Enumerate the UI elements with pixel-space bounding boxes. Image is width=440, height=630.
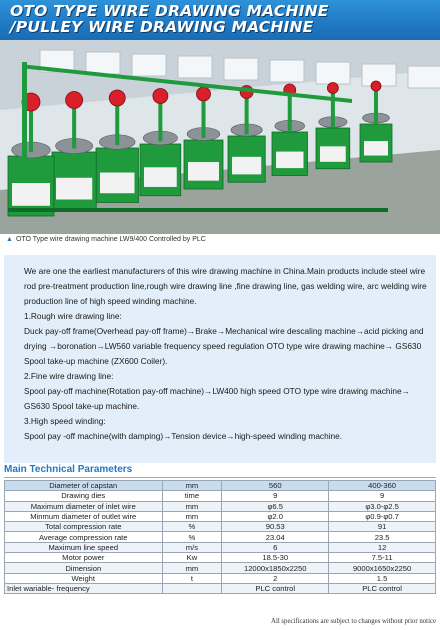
table-cell: 23.5 (329, 532, 436, 542)
table-cell: φ2.0 (222, 511, 329, 521)
table-cell: t (162, 573, 222, 583)
factory-window (270, 60, 304, 82)
table-header-row (5, 481, 436, 491)
section-title: Main Technical Parameters (4, 464, 133, 475)
intro-p1-body: Duck pay-off frame(Overhead pay-off frame)→Brake→Mechanical wire descaling machine→acid picking and drying →boronation→LW560 variable frequency speed regulation OTO type wire drawing machine→ GS630 Spool take-up machine (ZX600 Coiler). (24, 326, 424, 366)
motor-housing (197, 87, 211, 101)
table-cell: 9000x1650x2250 (329, 563, 436, 573)
title-banner (0, 0, 440, 40)
caption-text: OTO Type wire drawing machine LW9/400 Controlled by PLC (15, 236, 206, 243)
cabinet-panel (188, 162, 219, 181)
table-row (5, 553, 436, 563)
table-cell: m/s (162, 542, 222, 552)
table-cell: Total compression rate (5, 522, 163, 532)
cabinet-panel (56, 178, 92, 200)
motor-housing (109, 90, 125, 106)
factory-window (224, 58, 258, 80)
table-cell: 2 (222, 573, 329, 583)
factory-window (86, 52, 120, 74)
table-cell: 23.04 (222, 532, 329, 542)
machine-base-rail (8, 208, 388, 212)
intro-p3-body: Spool pay -off machine(with damping)→Tension device→high-speed winding machine. (24, 431, 343, 441)
table-cell: PLC control (329, 583, 436, 593)
table-row (5, 542, 436, 552)
table-cell: mm (162, 511, 222, 521)
cabinet-panel (276, 152, 304, 169)
intro-p1-title: 1.Rough wire drawing line: (24, 311, 122, 321)
table-cell: 18.5-30 (222, 553, 329, 563)
cabinet-panel (364, 141, 388, 155)
specs-table (4, 480, 436, 594)
table-cell: mm (162, 563, 222, 573)
table-cell: Maximum line speed (5, 542, 163, 552)
table-cell: 9 (329, 491, 436, 501)
table-row (5, 491, 436, 501)
table-cell: Drawing dies (5, 491, 163, 501)
machine-illustration (0, 40, 440, 234)
section-divider (4, 477, 436, 478)
table-row (5, 522, 436, 532)
header-cell: mm (162, 481, 222, 491)
table-cell: Average compression rate (5, 532, 163, 542)
header-cell: 400-360 (329, 481, 436, 491)
table-row (5, 501, 436, 511)
header-cell: Diameter of capstan (5, 481, 163, 491)
table-cell: time (162, 491, 222, 501)
cabinet-panel (12, 183, 50, 206)
factory-window (132, 54, 166, 76)
table-cell: PLC control (222, 583, 329, 593)
table-cell: mm (162, 501, 222, 511)
table-cell: Inlet wariable- frequency (5, 583, 163, 593)
motor-housing (66, 92, 83, 109)
table-cell: Dimension (5, 563, 163, 573)
table-cell: 91 (329, 522, 436, 532)
cabinet-panel (320, 146, 346, 161)
motor-housing (371, 81, 381, 91)
table-cell: φ0.9-φ0.7 (329, 511, 436, 521)
factory-window (408, 66, 440, 88)
factory-window (178, 56, 212, 78)
intro-p3-title: 3.High speed winding: (24, 416, 106, 426)
table-cell: φ6.5 (222, 501, 329, 511)
frame-upright (22, 62, 27, 158)
banner-title (10, 3, 329, 35)
table-cell: Motor power (5, 553, 163, 563)
factory-window (316, 62, 350, 84)
footnote: All specifications are subject to changes without prior notice (271, 618, 436, 625)
table-cell: % (162, 522, 222, 532)
table-cell: 7.5-11 (329, 553, 436, 563)
table-row (5, 573, 436, 583)
intro-p2-title: 2.Fine wire drawing line: (24, 371, 114, 381)
photo-caption (6, 236, 206, 243)
banner-title-line1: OTO TYPE WIRE DRAWING MACHINE (10, 2, 329, 20)
table-cell: Minmum diameter of outlet wire (5, 511, 163, 521)
intro-p2-body: Spool pay-off machine(Rotation pay-off machine)→LW400 high speed OTO type wire drawing machine→ GS630 Spool take-up machine. (24, 386, 410, 411)
banner-title-line2: /PULLEY WIRE DRAWING MACHINE (10, 18, 314, 36)
table-row (5, 583, 436, 593)
intro-box (4, 255, 436, 463)
intro-lead: We are one the earliest manufacturers of this wire drawing machine in China.Main products include steel wire rod pre-treatment production line,rough wire drawing line ,fine drawing line, gas welding wire, arc welding wire production line of high speed winding machine. (24, 266, 427, 306)
table-cell: Weight (5, 573, 163, 583)
table-cell (162, 583, 222, 593)
machine-photo (0, 40, 440, 234)
table-row (5, 563, 436, 573)
motor-housing (327, 83, 338, 94)
table-cell: φ3.0-φ2.5 (329, 501, 436, 511)
table-cell: % (162, 532, 222, 542)
table-cell: 1.5 (329, 573, 436, 583)
header-cell: 560 (222, 481, 329, 491)
table-cell: 90.53 (222, 522, 329, 532)
table-cell: 12000x1850x2250 (222, 563, 329, 573)
motor-housing (153, 89, 168, 104)
cabinet-panel (144, 167, 177, 187)
table-row (5, 532, 436, 542)
table-cell: 12 (329, 542, 436, 552)
cabinet-panel (232, 157, 261, 175)
table-cell: Maximum diameter of inlet wire (5, 501, 163, 511)
cabinet-panel (100, 173, 135, 194)
caption-triangle-icon: ▲ (6, 236, 13, 243)
table-cell: 6 (222, 542, 329, 552)
table-row (5, 511, 436, 521)
table-cell: Kw (162, 553, 222, 563)
table-cell: 9 (222, 491, 329, 501)
